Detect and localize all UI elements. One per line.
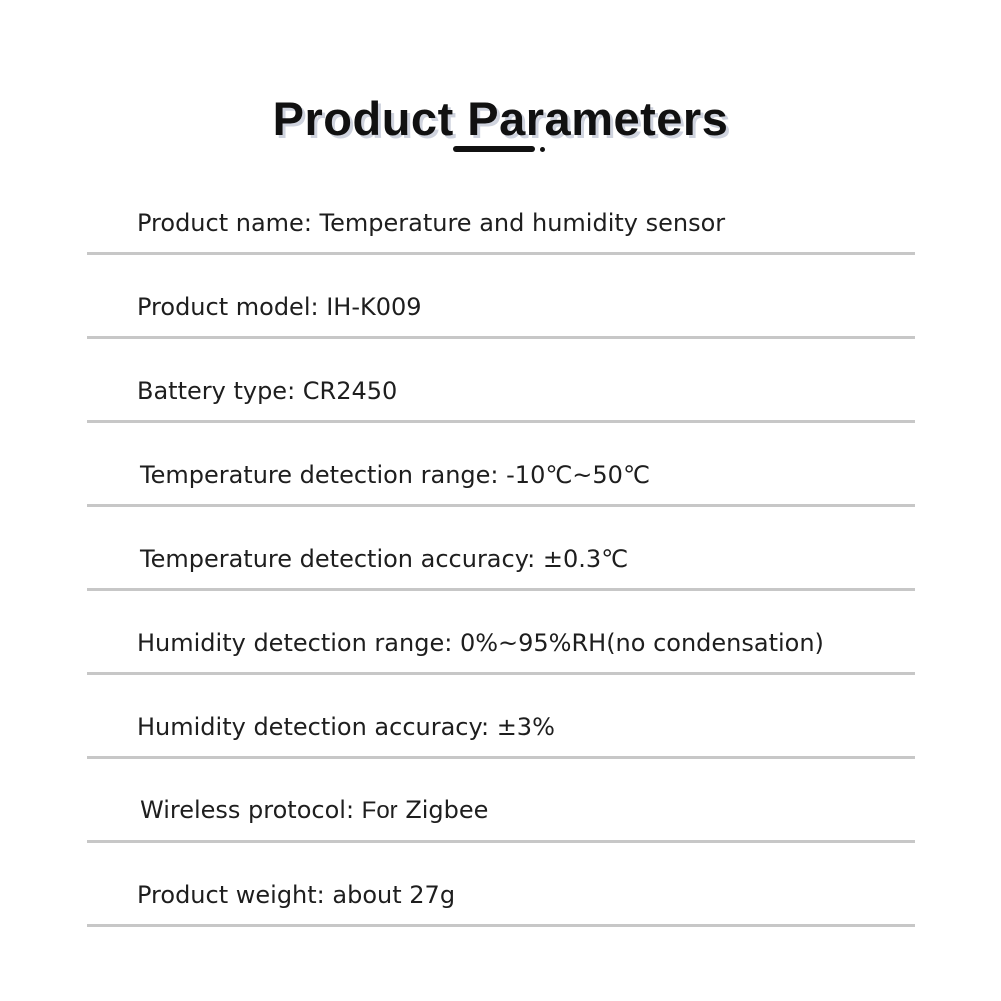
param-label: Temperature detection accuracy: — [140, 545, 536, 573]
param-value: -10℃~50℃ — [506, 461, 650, 489]
param-value: ±3% — [496, 713, 555, 741]
param-value-prefix: For — [361, 797, 398, 824]
param-text — [140, 795, 488, 826]
param-label: Humidity detection accuracy: — [137, 713, 490, 741]
param-value: ±0.3℃ — [542, 545, 629, 573]
param-text — [137, 712, 555, 742]
param-value: 0%~95%RH(no condensation) — [459, 629, 824, 657]
param-row-product-name — [87, 171, 915, 255]
param-label: Temperature detection range: — [140, 461, 499, 489]
param-text — [137, 292, 422, 322]
title-dot — [540, 147, 545, 152]
param-row-humidity-range — [87, 591, 915, 675]
param-row-temperature-accuracy — [87, 507, 915, 591]
param-row-humidity-accuracy — [87, 675, 915, 759]
param-value: Zigbee — [405, 796, 489, 824]
param-text — [137, 376, 397, 406]
title-underline — [453, 146, 535, 152]
param-label: Wireless protocol: — [140, 796, 355, 824]
param-label: Battery type: — [137, 377, 296, 405]
param-text — [137, 628, 824, 658]
param-text — [137, 880, 455, 910]
param-label: Humidity detection range: — [137, 629, 453, 657]
param-label: Product model: — [137, 293, 319, 321]
param-value: CR2450 — [302, 377, 398, 405]
param-value: about 27g — [332, 881, 456, 909]
param-row-battery-type — [87, 339, 915, 423]
param-label: Product name: — [137, 209, 312, 237]
param-value: Temperature and humidity sensor — [319, 209, 726, 237]
param-row-temperature-range — [87, 423, 915, 507]
param-value: IH-K009 — [326, 293, 422, 321]
param-row-wireless-protocol — [87, 759, 915, 843]
param-text — [137, 208, 725, 238]
page-title: Product Parameters — [272, 92, 729, 146]
param-row-product-weight — [87, 843, 915, 927]
param-text — [140, 544, 628, 574]
param-row-product-model — [87, 255, 915, 339]
param-label: Product weight: — [137, 881, 325, 909]
param-text — [140, 460, 650, 490]
